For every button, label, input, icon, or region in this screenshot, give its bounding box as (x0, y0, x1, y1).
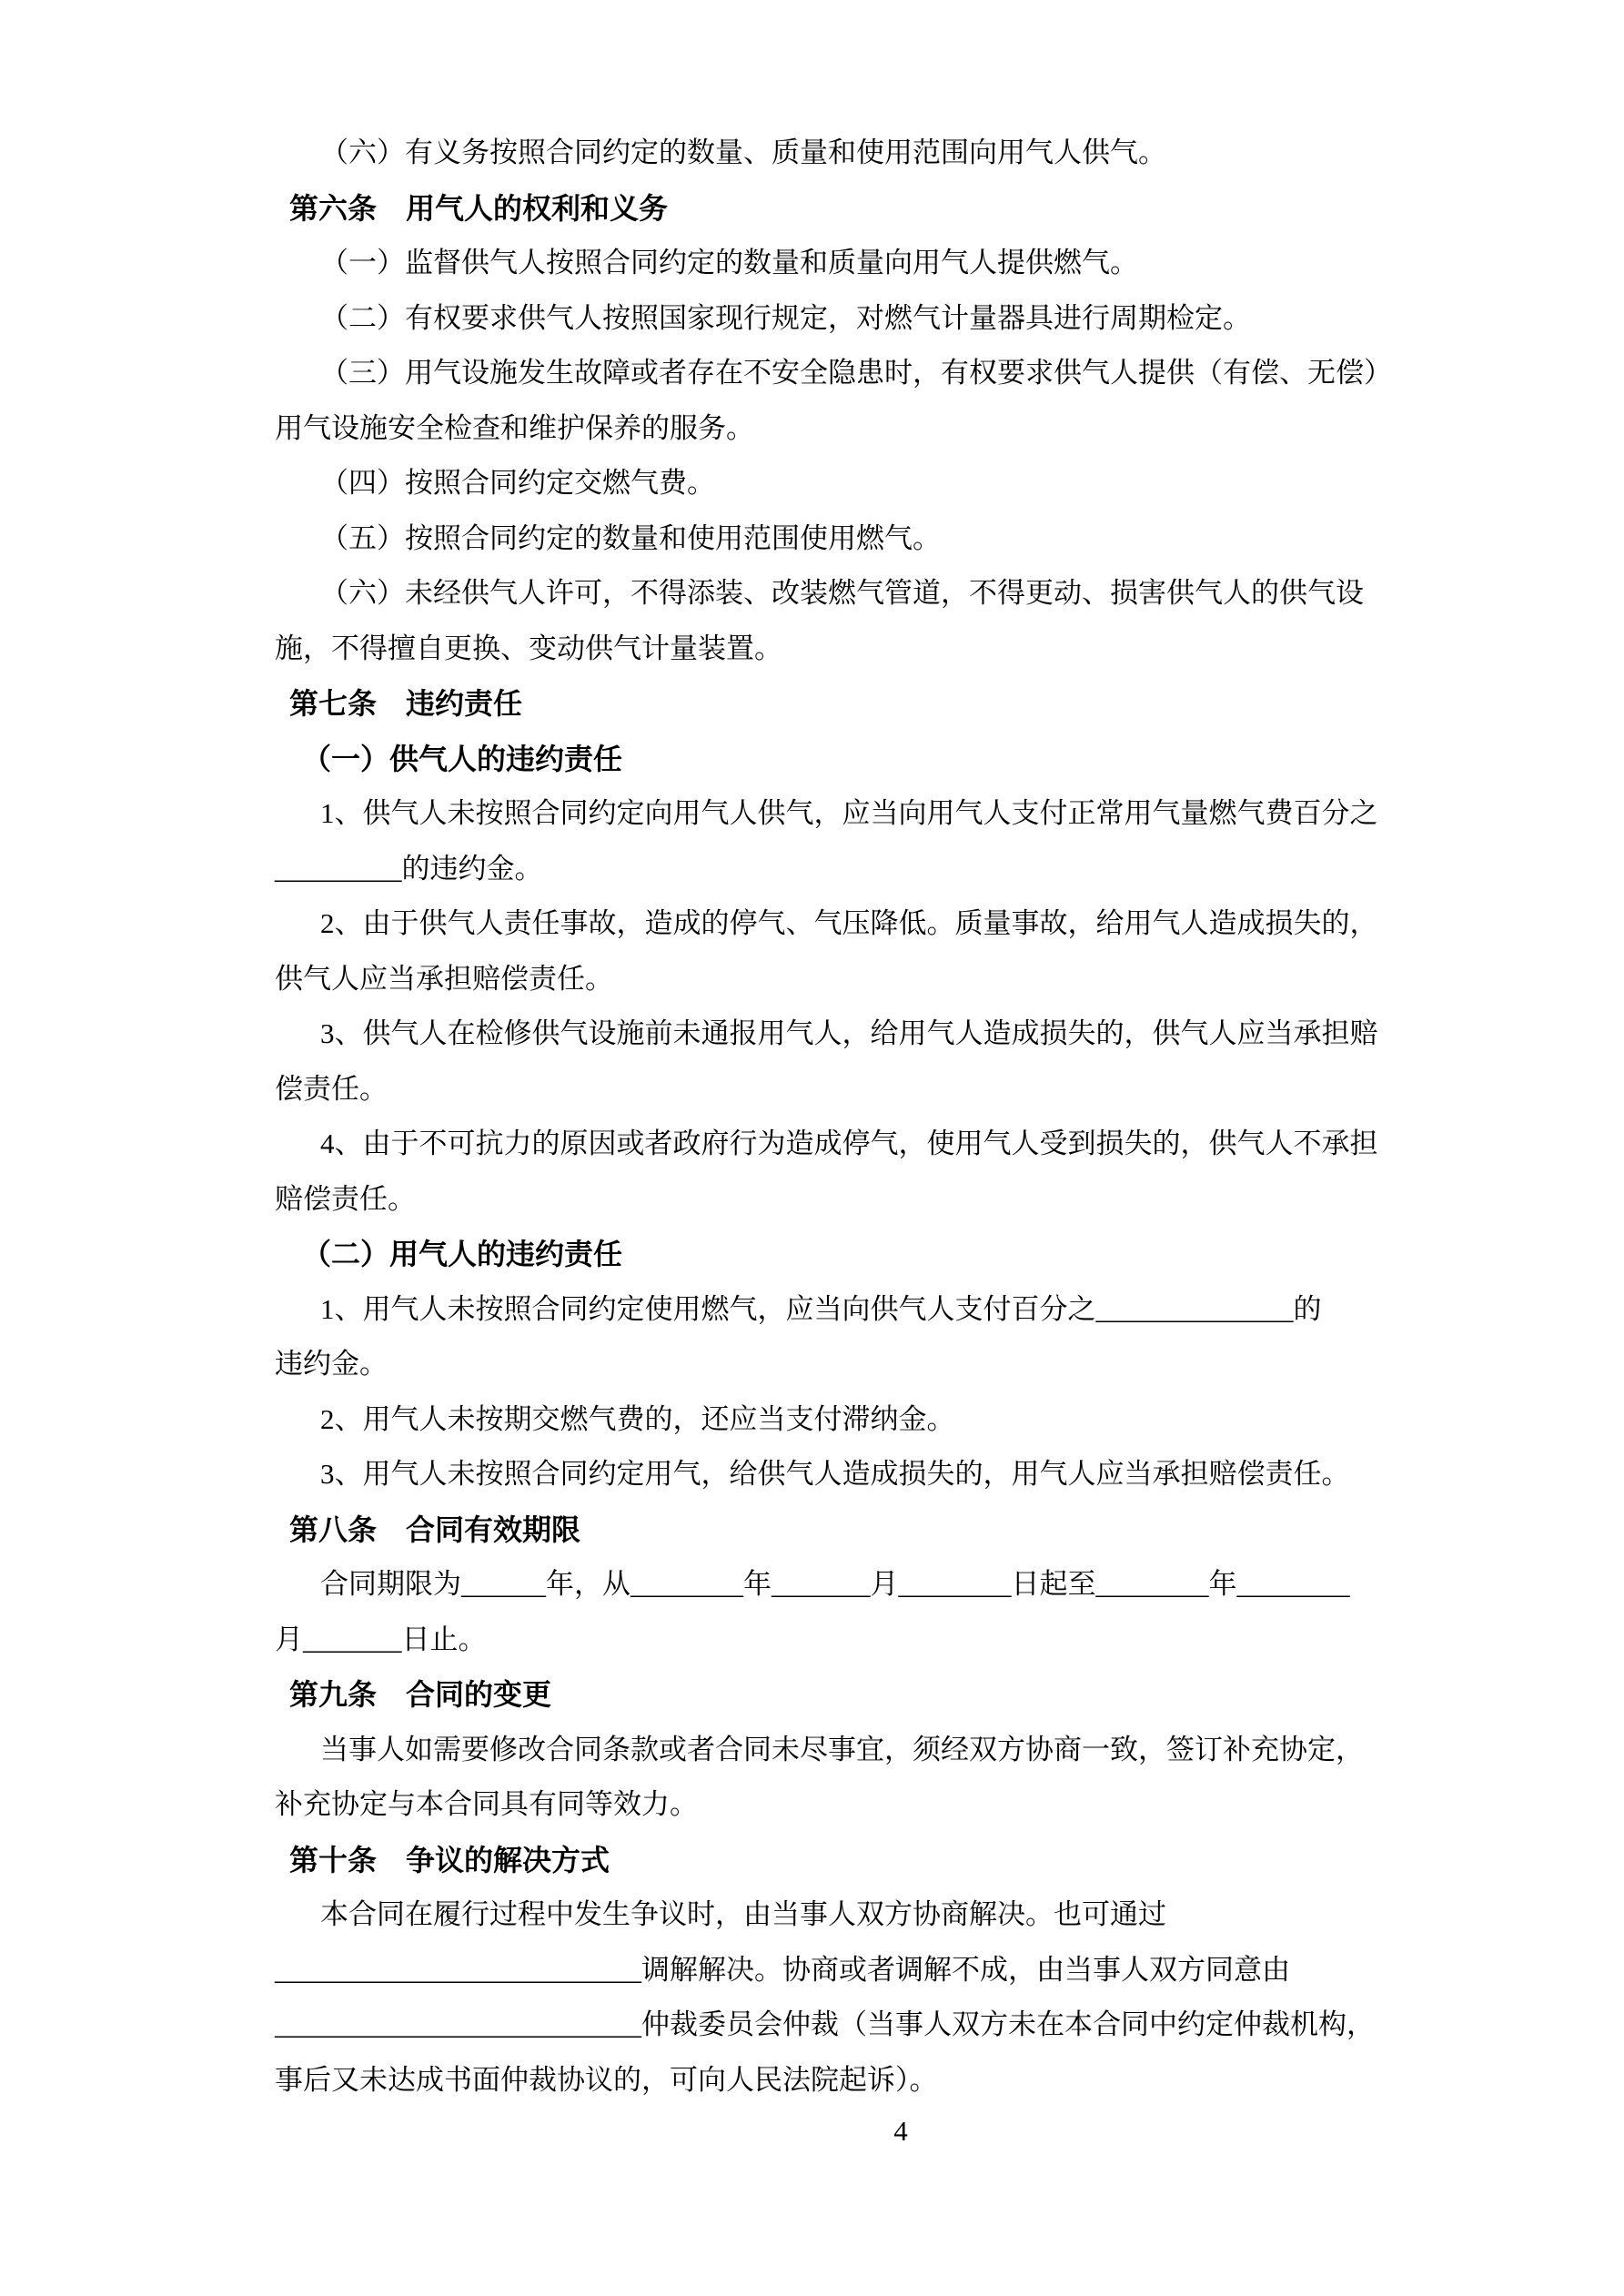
text-line: 合同期限为______年，从________年_______月________日起至________年________ (320, 1568, 1350, 1600)
page-number: 4 (893, 2115, 908, 2147)
text-line: 1、供气人未按照合同约定向用气人供气，应当向用气人支付正常用气量燃气费百分之 (320, 797, 1378, 829)
text-line: 3、用气人未按照合同约定用气，给供气人造成损失的，用气人应当承担赔偿责任。 (320, 1458, 1350, 1490)
sub-heading: （一）供气人的违约责任 (302, 742, 623, 775)
text-line: _________的违约金。 (275, 852, 543, 885)
text-line: 偿责任。 (275, 1072, 388, 1105)
text-line: （四）按照合同约定交燃气费。 (320, 467, 715, 499)
article-heading: 第十条 争议的解决方式 (289, 1843, 610, 1876)
article-heading: 第八条 合同有效期限 (289, 1512, 581, 1546)
text-line: （三）用气设施发生故障或者存在不安全隐患时，有权要求供气人提供（有偿、无偿） (320, 357, 1392, 389)
text-line: 3、供气人在检修供气设施前未通报用气人，给用气人造成损失的，供气人应当承担赔 (320, 1017, 1378, 1049)
sub-heading: （二）用气人的违约责任 (302, 1238, 623, 1270)
text-line: 用气设施安全检查和维护保养的服务。 (275, 411, 754, 444)
text-line: 2、由于供气人责任事故，造成的停气、气压降低。质量事故，给用气人造成损失的， (320, 907, 1378, 939)
article-heading: 第七条 违约责任 (289, 687, 523, 720)
text-line: 4、由于不可抗力的原因或者政府行为造成停气，使用气人受到损失的，供气人不承担 (320, 1128, 1378, 1159)
text-line: 事后又未达成书面仲裁协议的，可向人民法院起诉）。 (275, 2063, 938, 2096)
text-line: 补充协定与本合同具有同等效力。 (275, 1788, 698, 1820)
text-line: 2、用气人未按期交燃气费的，还应当支付滞纳金。 (320, 1402, 955, 1435)
text-line: 赔偿责任。 (275, 1182, 416, 1215)
text-line: （六）有义务按照合同约定的数量、质量和使用范围向用气人供气。 (320, 137, 1166, 168)
text-line: __________________________仲裁委员会仲裁（当事人双方未在本合同中约定仲裁机构， (275, 2008, 1375, 2040)
text-line: （六）未经供气人许可，不得添装、改装燃气管道，不得更动、损害供气人的供气设 (320, 577, 1364, 609)
text-line: 月_______日止。 (275, 1623, 487, 1655)
document-body (275, 126, 1392, 2108)
text-line: 施，不得擅自更换、变动供气计量装置。 (275, 632, 782, 664)
text-line: 供气人应当承担赔偿责任。 (275, 962, 613, 995)
text-line: （五）按照合同约定的数量和使用范围使用燃气。 (320, 521, 941, 554)
text-line: 违约金。 (275, 1348, 388, 1380)
text-line: 本合同在履行过程中发生争议时，由当事人双方协商解决。也可通过 (320, 1898, 1166, 1930)
text-line: （一）监督供气人按照合同约定的数量和质量向用气人提供燃气。 (320, 247, 1138, 278)
text-line: __________________________调解解决。协商或者调解不成，由当事人双方同意由 (275, 1953, 1290, 1986)
article-heading: 第六条 用气人的权利和义务 (289, 191, 669, 225)
text-line: 1、用气人未按照合同约定使用燃气，应当向供气人支付百分之______________的 (320, 1292, 1322, 1325)
article-heading: 第九条 合同的变更 (289, 1678, 552, 1711)
text-line: 当事人如需要修改合同条款或者合同未尽事宜，须经双方协商一致，签订补充协定， (320, 1733, 1364, 1765)
text-line: （二）有权要求供气人按照国家现行规定，对燃气计量器具进行周期检定。 (320, 301, 1251, 334)
